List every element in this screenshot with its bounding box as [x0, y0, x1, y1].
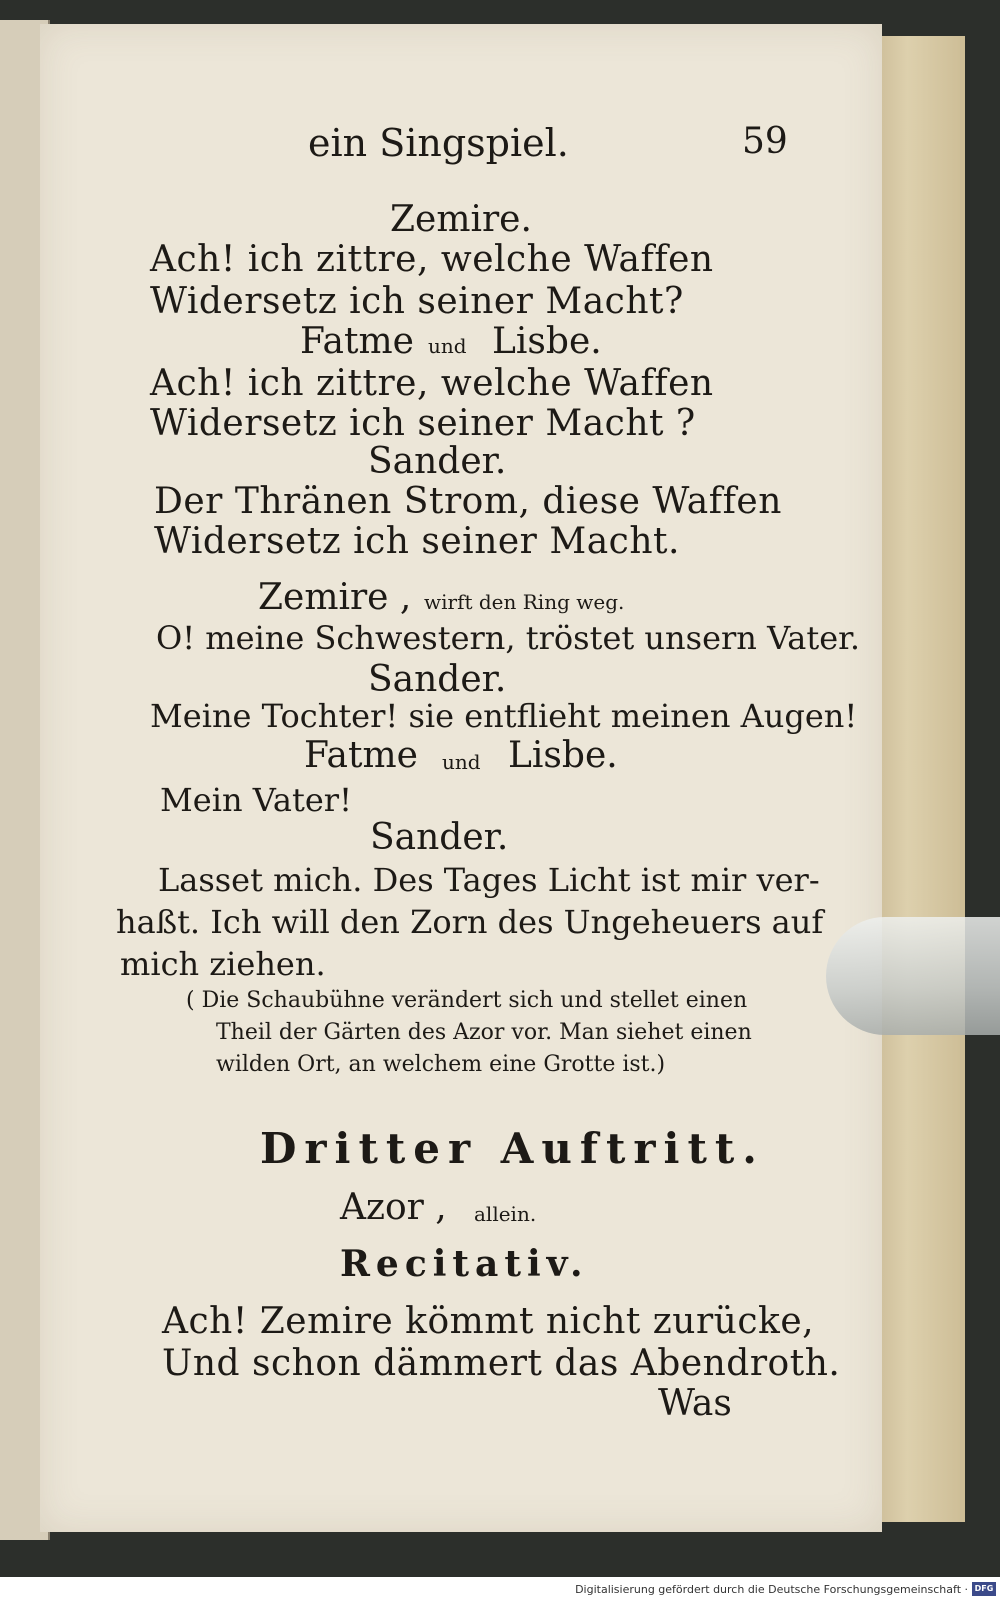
speaker-label: Zemire ,: [258, 577, 412, 618]
stage-direction: wirft den Ring weg.: [424, 590, 625, 614]
speaker-label: Lisbe.: [492, 321, 602, 362]
speech-line: Meine Tochter! sie entflieht meinen Augen!: [150, 697, 858, 735]
book-page: [40, 24, 882, 1532]
digitization-credit: Digitalisierung gefördert durch die Deutsche Forschungsgemeinschaft ·: [0, 1577, 1000, 1603]
speaker-label: Fatme: [300, 321, 414, 362]
page-clip: [826, 917, 1000, 1035]
stage-direction: wilden Ort, an welchem eine Grotte ist.): [216, 1052, 666, 1077]
speech-line: Lasset mich. Des Tages Licht ist mir ver-: [158, 861, 820, 899]
speaker-label: Sander.: [368, 441, 507, 482]
page-number: 59: [742, 121, 788, 162]
speaker-conjunction: und: [428, 334, 467, 358]
speaker-conjunction: und: [442, 750, 481, 774]
verse-line: Und schon dämmert das Abendroth.: [162, 1343, 841, 1384]
speech-line: haßt. Ich will den Zorn des Ungeheuers auf: [116, 903, 824, 941]
speaker-label: Azor ,: [340, 1187, 447, 1228]
dfg-logo: DFG: [972, 1582, 996, 1596]
verse-line: Ach! ich zittre, welche Waffen: [150, 363, 714, 404]
stage-direction: allein.: [474, 1202, 537, 1226]
verse-line: Widersetz ich seiner Macht.: [154, 521, 680, 562]
catchword: Was: [658, 1383, 732, 1424]
stage-direction: ( Die Schaubühne verändert sich und stellet einen: [186, 988, 748, 1013]
running-head: ein Singspiel.: [308, 121, 569, 165]
speaker-label: Zemire.: [390, 199, 532, 240]
speech-line: Mein Vater!: [160, 781, 352, 819]
scene-heading: Dritter Auftritt.: [260, 1124, 765, 1173]
speech-line: O! meine Schwestern, tröstet unsern Vater.: [156, 619, 861, 657]
speaker-label: Sander.: [368, 659, 507, 700]
verse-line: Der Thränen Strom, diese Waffen: [154, 481, 782, 522]
page-stack-edge: [868, 36, 965, 1522]
speaker-label: Fatme: [304, 735, 418, 776]
verse-line: Widersetz ich seiner Macht?: [150, 281, 684, 322]
verse-line: Widersetz ich seiner Macht ?: [150, 403, 696, 444]
speaker-label: Sander.: [370, 817, 509, 858]
verse-line: Ach! ich zittre, welche Waffen: [150, 239, 714, 280]
verse-line: Ach! Zemire kömmt nicht zurücke,: [162, 1301, 815, 1342]
speech-line: mich ziehen.: [120, 945, 326, 983]
stage-direction: Theil der Gärten des Azor vor. Man siehet einen: [216, 1020, 752, 1045]
section-label: Recitativ.: [340, 1243, 589, 1285]
speaker-label: Lisbe.: [508, 735, 618, 776]
